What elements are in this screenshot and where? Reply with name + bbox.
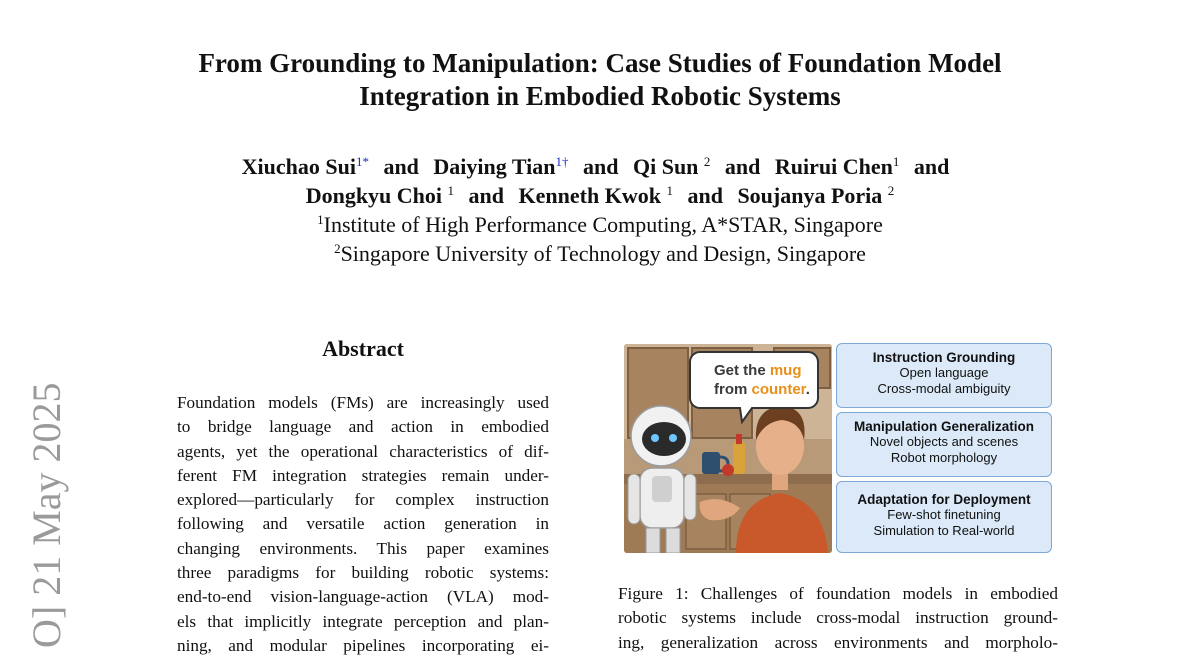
challenge-box-manipulation-generalization bbox=[836, 412, 1052, 477]
arxiv-side-stamp: O] 21 May 2025 bbox=[24, 382, 69, 648]
author-affiliation-mark: 1 bbox=[892, 154, 900, 169]
challenge-box-subtext: Simulation to Real-world bbox=[873, 523, 1015, 538]
kitchen-scene-image bbox=[624, 344, 832, 553]
abstract-line: agents, yet the operational characteristics of dif- bbox=[177, 441, 549, 461]
author-conjunction: and bbox=[913, 154, 950, 179]
challenge-box-subtext: Cross-modal ambiguity bbox=[877, 381, 1011, 396]
author-line-2 bbox=[100, 181, 1100, 210]
abstract-line: following and versatile action generation in bbox=[177, 514, 549, 534]
author-conjunction: and bbox=[583, 154, 619, 179]
challenge-box-title: Instruction Grounding bbox=[872, 350, 1016, 365]
author-name: Ruirui Chen bbox=[774, 154, 893, 179]
caption-line: robotic systems include cross-modal instruction ground- bbox=[618, 608, 1058, 628]
author-name: Dongkyu Choi bbox=[305, 183, 443, 208]
caption-line: Figure 1: Challenges of foundation models in embodied bbox=[618, 584, 1058, 603]
author-line-1 bbox=[100, 152, 1100, 181]
robot-human-illustration bbox=[624, 344, 832, 553]
affiliation-2: $^2$Singapore University of Technology and Design, Singapore bbox=[334, 241, 866, 266]
author-affiliation-mark: 1 bbox=[447, 183, 455, 198]
bubble-line-1: Get the mug bbox=[714, 362, 802, 379]
abstract-heading: Abstract bbox=[322, 336, 404, 361]
challenge-box-instruction-grounding bbox=[836, 343, 1052, 408]
author-block bbox=[100, 152, 1100, 268]
challenge-box-subtext: Few-shot finetuning bbox=[887, 507, 1001, 522]
figure-1 bbox=[624, 343, 1054, 555]
challenge-box-subtext: Novel objects and scenes bbox=[869, 434, 1019, 449]
challenge-box-subtext: Robot morphology bbox=[890, 450, 998, 465]
author-affiliation-mark: 1* bbox=[355, 154, 369, 169]
author-conjunction: and bbox=[383, 154, 419, 179]
bubble-line-2: from counter. bbox=[714, 381, 810, 398]
author-affiliation-mark: 2 bbox=[703, 154, 711, 169]
author-name: Xiuchao Sui bbox=[241, 154, 356, 179]
author-affiliation-mark: 2 bbox=[887, 183, 895, 198]
abstract-line: explored—particularly for complex instruction bbox=[177, 490, 549, 510]
abstract-line: ning, and modular pipelines incorporating ei- bbox=[177, 635, 549, 655]
author-name: Daiying Tian bbox=[433, 154, 556, 179]
abstract-body bbox=[177, 391, 549, 658]
abstract-line: els that implicitly integrate perception and plan- bbox=[177, 611, 549, 631]
author-conjunction: and bbox=[724, 154, 761, 179]
title-line-1: From Grounding to Manipulation: Case Studies of Foundation Model bbox=[198, 48, 1002, 78]
abstract-line: Foundation models (FMs) are increasingly used bbox=[177, 393, 549, 412]
author-affiliation-mark: 1 bbox=[666, 183, 673, 198]
challenge-box-title: Manipulation Generalization bbox=[853, 419, 1034, 434]
author-conjunction: and bbox=[468, 183, 505, 208]
author-name: Soujanya Poria bbox=[737, 183, 883, 208]
abstract-line: three paradigms for building robotic systems: bbox=[177, 563, 549, 583]
figure-caption bbox=[618, 582, 1058, 655]
paper-title bbox=[100, 47, 1100, 113]
caption-line: ing, generalization across environments and morpholo- bbox=[618, 632, 1058, 652]
author-affiliation-mark: 1† bbox=[555, 154, 569, 169]
abstract-line: ferent FM integration strategies remain under- bbox=[177, 465, 549, 485]
challenge-box-adaptation-deployment bbox=[836, 481, 1052, 553]
affiliation-1: $^1$Institute of High Performance Computing, A*STAR, Singapore bbox=[317, 212, 883, 237]
author-name: Qi Sun bbox=[632, 154, 699, 179]
abstract-line: to bridge language and action in embodied bbox=[177, 417, 549, 437]
author-name: Kenneth Kwok bbox=[518, 183, 661, 208]
abstract-line: changing environments. This paper examines bbox=[177, 538, 549, 558]
challenge-box-subtext: Open language bbox=[899, 365, 989, 380]
title-line-2: Integration in Embodied Robotic Systems bbox=[359, 81, 841, 111]
challenge-box-title: Adaptation for Deployment bbox=[857, 492, 1031, 507]
author-conjunction: and bbox=[687, 183, 723, 208]
abstract-line: end-to-end vision-language-action (VLA) mod- bbox=[177, 587, 549, 607]
